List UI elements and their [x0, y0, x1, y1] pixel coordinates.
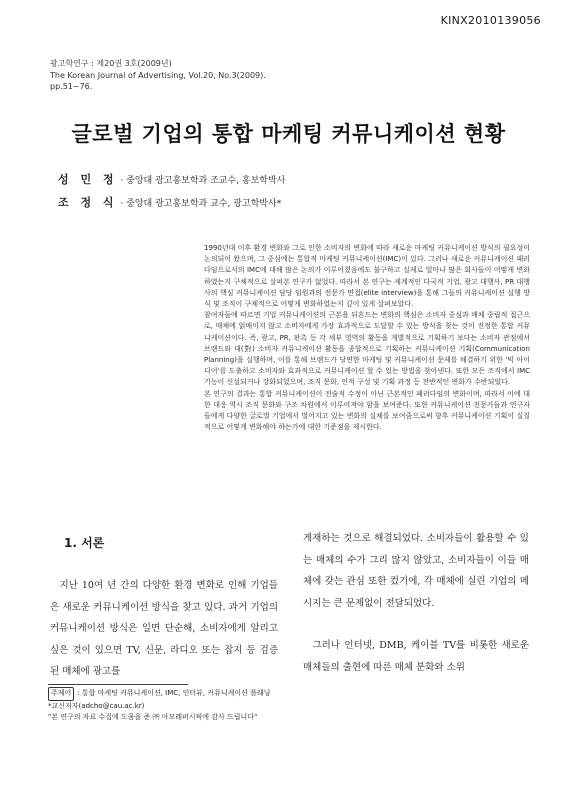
- abstract-paragraph: 참여자들에 따르면 기업 커뮤니케이션의 근본을 뒤흔드는 변화의 핵심은 소비자 중심과 매체 중립적 접근으로, 매체에 얽매이지 않고 소비자에게 가장 효과적으로 도달할 수 있는 방식을 찾는 것이 진정한 통합 커뮤니케이션이다. 즉, 광고, PR, 판촉 등 각 세부 영역의 활동을 개별적으로 기획하기 보다는 소비자 관점에서 브랜드와 대(對) 소비자 커뮤니케이션 활동을 종합적으로 기획하는 커뮤니케이션 기획(Communication Planning)을 실행하며, 이를 통해 브랜드가 당면한 마케팅 및 커뮤니케이션 문제를 해결하기 위한 '빅 아이디어'를 도출하고 소비자와 효과적으로 커뮤니케이션 할 수 있는 방법을 찾아낸다. 또한 모든 조직에서 IMC 기능이 신설되거나 강화되었으며, 조직 문화, 인적 구성 및 기획 과정 등 전반적인 변화가 수반되었다.: [204, 311, 530, 387]
- abstract-paragraph: 본 연구의 결과는 통합 커뮤니케이션이 전술적 수정이 아닌 근본적인 패러다임의 변화이며, 따라서 이에 대한 대응 역시 조직 문화와 구조 차원에서 이루어져야 함을 보여준다. 또한 커뮤니케이션 전문가들과 연구자들에게 다양한 글로벌 기업에서 벌어지고 있는 변화의 실체를 보여줌으로써 향후 커뮤니케이션 기획이 실질적으로 어떻게 변화해야 하는가에 대한 기준점을 제시한다.: [204, 389, 530, 432]
- footnotes: [48, 687, 348, 724]
- journal-line-english: The Korean Journal of Advertising, Vol.20, No.3(2009).: [50, 70, 266, 80]
- body-paragraph: 게재하는 것으로 해결되었다. 소비자들이 활용할 수 있는 매체의 수가 그리 많지 않았고, 소비자들이 이들 매체에 갖는 관심 또한 컸기에, 각 매체에 실린 기업의 메시지는 큰 문제없이 전달되었다.: [303, 533, 529, 609]
- keywords-line: [48, 687, 348, 701]
- author-line: [58, 171, 285, 187]
- body-column-left: [50, 575, 278, 683]
- author-line: [58, 194, 281, 210]
- paper-title: 글로벌 기업의 통합 마케팅 커뮤니케이션 현황: [71, 122, 506, 146]
- body-paragraph: 지난 10여 년 간의 다양한 환경 변화로 인해 기업들은 새로운 커뮤니케이션 방식을 찾고 있다. 과거 기업의 커뮤니케이션 방식은 일면 단순해, 소비자에게 알리고 싶은 것이 있으면 TV, 신문, 라디오 또는 잡지 등 검증된 매체에 광고를: [50, 580, 278, 677]
- author-name: 조 정 식: [58, 196, 118, 209]
- body-column-right: [303, 528, 529, 678]
- keywords-label: 주제어: [48, 687, 74, 701]
- author-name: 성 민 정: [58, 173, 118, 186]
- document-id: KINX2010139056: [440, 14, 541, 27]
- section-heading: 1. 서론: [64, 536, 105, 550]
- footnote-divider: [48, 684, 188, 685]
- keywords-text: : 통합 마케팅 커뮤니케이션, IMC, 인터뷰, 커뮤니케이션 플래닝: [77, 689, 271, 697]
- abstract: [204, 243, 530, 433]
- author-affiliation: · 중앙대 광고홍보학과 조교수, 홍보학박사: [120, 176, 286, 186]
- journal-info: [50, 58, 266, 93]
- journal-pages: pp.51~76.: [50, 82, 93, 91]
- acknowledgement-note: "본 연구의 자료 수집에 도움을 준 ㈜ 아모레퍼시픽에 감사 드립니다": [48, 713, 258, 721]
- abstract-paragraph: 1990년대 이후 환경 변화와 그로 인한 소비자의 변화에 따라 새로운 마케팅 커뮤니케이션 방식의 필요성이 논의되어 왔으며, 그 중심에는 통합적 마케팅 커뮤니케이션(IMC)이 있다. 그러나 새로운 커뮤니케이션 패러다임으로서의 IMC에 대해 많은 논의가 이루어졌음에도 불구하고 실제로 얼마나 많은 회사들이 어떻게 변화하였는지 구체적으로 살펴본 연구가 없었다. 따라서 본 연구는 세계적인 다국적 기업, 광고 대행사, PR 대행사의 핵심 커뮤니케이션 담당 임원과의 전문가 면접(elite interview)을 통해 그들의 커뮤니케이션 실행 방식 및 조직이 구체적으로 어떻게 변화하였는지 깊이 있게 살펴보았다.: [204, 244, 530, 309]
- journal-line-korean: 광고학연구 : 제20권 3호(2009년): [50, 59, 172, 68]
- body-paragraph: 그러나 인터넷, DMB, 케이블 TV를 비롯한 새로운 매체들의 출현에 따른 매체 분화와 소위: [303, 640, 529, 673]
- corresponding-author-note: *교신저자(adcho@cau.ac.kr): [48, 701, 145, 710]
- author-affiliation: · 중앙대 광고홍보학과 교수, 광고학박사*: [120, 199, 282, 209]
